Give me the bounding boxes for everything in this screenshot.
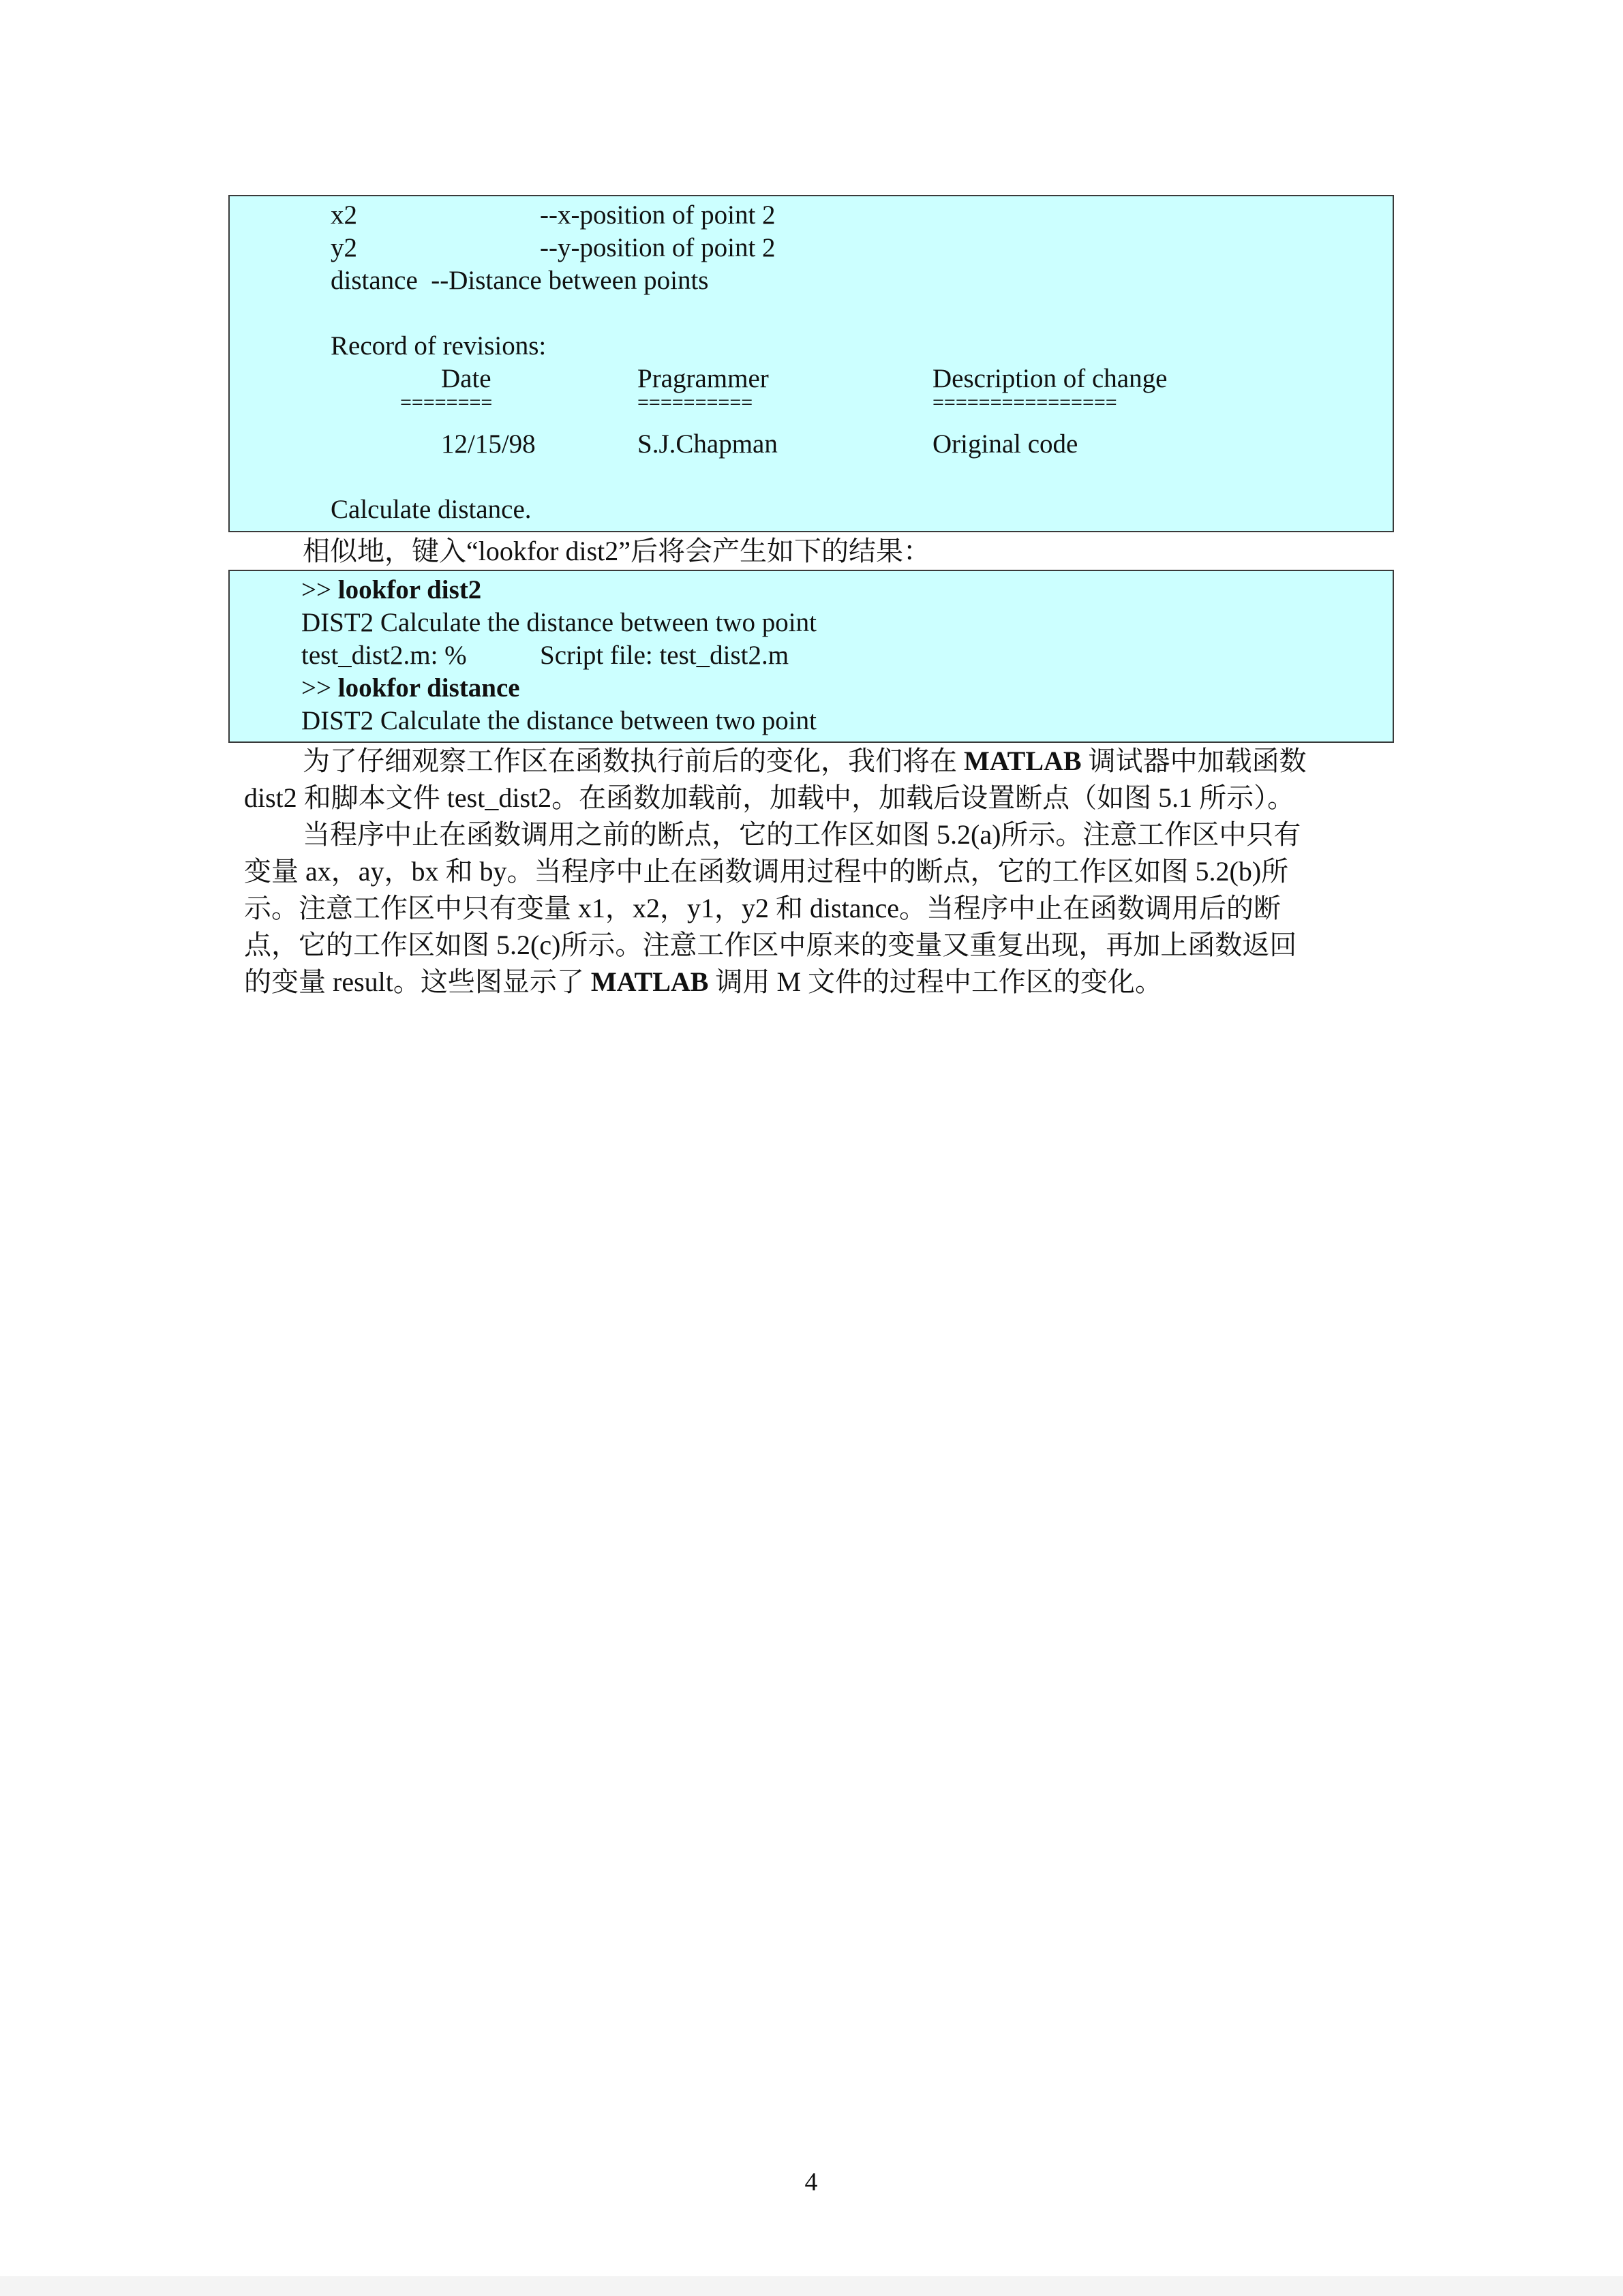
revisions-separator-programmer: ========== (637, 391, 753, 414)
paragraph-1-bold-matlab: MATLAB (964, 746, 1082, 776)
code-line-distance: distance --Distance between points (331, 266, 709, 295)
output-line-2b: Script file: test_dist2.m (540, 641, 789, 670)
command-lookfor-distance: lookfor distance (337, 673, 520, 703)
revisions-col-date: Date (441, 364, 491, 393)
paragraph-1-text-b: 调试器中加载函数 (1081, 746, 1307, 776)
output-line-2a: test_dist2.m: % (301, 641, 467, 670)
command-lookfor-dist2: lookfor dist2 (337, 575, 482, 604)
prompt: >> (301, 673, 338, 703)
paragraph-2-line-2: 变量 ax，ay，bx 和 by。当程序中止在函数调用过程中的断点，它的工作区如图 5.2(b)所 (244, 856, 1289, 887)
revisions-row-date: 12/15/98 (441, 429, 536, 459)
revisions-col-programmer: Pragrammer (637, 364, 769, 393)
code-line-y2-desc: --y-position of point 2 (540, 233, 776, 262)
paragraph-2-line-3: 示。注意工作区中只有变量 x1，x2，y1，y2 和 distance。当程序中止在函数调用后的断 (244, 893, 1281, 923)
revisions-separator-date: ======== (400, 391, 493, 414)
prompt: >> (301, 575, 338, 604)
code-box-header-comments (228, 195, 1394, 532)
paragraph-1-line-1 (303, 743, 1307, 780)
revisions-row-programmer: S.J.Chapman (637, 429, 778, 459)
paragraph-1-text-a: 为了仔细观察工作区在函数执行前后的变化，我们将在 (303, 746, 964, 776)
intro-line: 相似地，键入“lookfor dist2”后将会产生如下的结果： (303, 536, 931, 566)
paragraph-2-text-a: 的变量 result。这些图显示了 (244, 966, 591, 997)
revisions-title: Record of revisions: (331, 331, 547, 361)
paragraph-2-line-4: 点，它的工作区如图 5.2(c)所示。注意工作区中原来的变量又重复出现，再加上函数返回 (244, 930, 1297, 960)
command-line-1 (301, 574, 481, 607)
page-number: 4 (804, 2168, 818, 2196)
paragraph-2-bold-matlab: MATLAB (590, 966, 709, 997)
page-bottom-edge (0, 2276, 1623, 2296)
paragraph-2-line-1: 当程序中止在函数调用之前的断点，它的工作区如图 5.2(a)所示。注意工作区中只有 (303, 819, 1301, 850)
revisions-row-description: Original code (932, 429, 1078, 459)
code-box-lookfor (228, 570, 1394, 743)
revisions-col-description: Description of change (932, 364, 1168, 393)
paragraph-2-line-5 (244, 964, 1162, 1000)
code-line-y2-var: y2 (331, 233, 357, 262)
paragraph-1-line-2: dist2 和脚本文件 test_dist2。在函数加载前，加载中，加载后设置断点（如图 5.1 所示）。 (244, 782, 1295, 813)
code-line-x2-var: x2 (331, 200, 357, 230)
code-line-x2-desc: --x-position of point 2 (540, 200, 776, 230)
output-line-1: DIST2 Calculate the distance between two point (301, 608, 817, 637)
output-line-3: DIST2 Calculate the distance between two point (301, 706, 817, 735)
code-line-calculate: Calculate distance. (331, 495, 532, 524)
command-line-2 (301, 672, 520, 705)
paragraph-2-text-b: 调用 M 文件的过程中工作区的变化。 (708, 966, 1163, 997)
revisions-separator-description: ================ (932, 391, 1117, 414)
